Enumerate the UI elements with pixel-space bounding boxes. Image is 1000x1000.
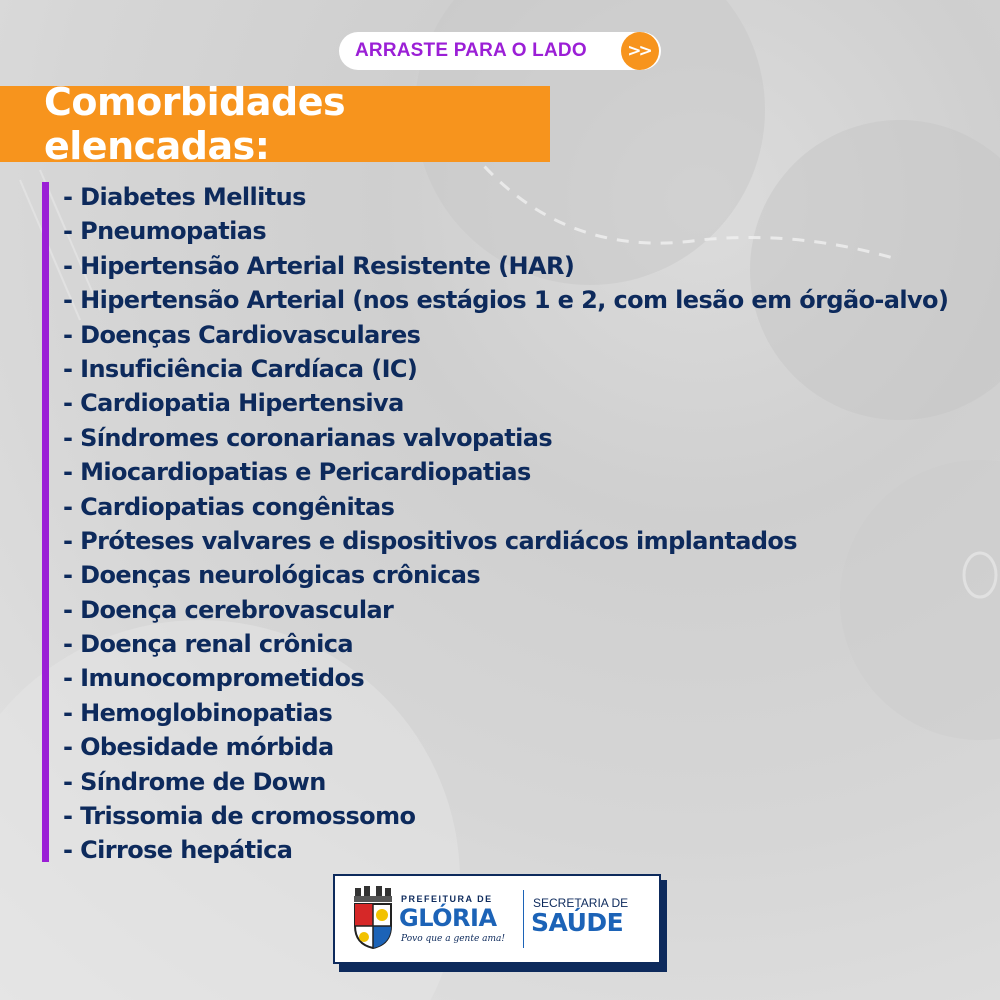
list-item: - Doença cerebrovascular [63,595,394,624]
list-item: - Hipertensão Arterial (nos estágios 1 e 2, com lesão em órgão-alvo) [63,286,949,315]
list-item: - Hemoglobinopatias [63,698,333,727]
list-item: - Insuficiência Cardíaca (IC) [63,354,418,383]
list-item: - Cirrose hepática [63,836,293,865]
list-item: - Cardiopatia Hipertensiva [63,389,404,418]
list-item: - Doenças neurológicas crônicas [63,561,481,590]
swipe-hint-label: ARRASTE PARA O LADO [355,40,587,61]
list-item: - Diabetes Mellitus [63,183,306,211]
city-crest-icon [351,886,395,950]
logo-divider [523,890,524,948]
list-item: - Doenças Cardiovasculares [63,320,421,349]
list-item: - Obesidade mórbida [63,733,334,762]
secretaria-name: SAÚDE [531,908,624,937]
secretaria-label: SECRETARIA DE [533,896,629,910]
list-item: - Miocardiopatias e Pericardiopatias [63,458,531,487]
list-item: - Doença renal crônica [63,630,353,659]
list-item: - Hipertensão Arterial Resistente (HAR) [63,251,575,280]
footer-logo [333,874,661,964]
swipe-hint-pill [339,32,661,70]
list-item: - Próteses valvares e dispositivos cardiácos implantados [63,526,797,555]
list-accent-bar [42,182,49,862]
double-chevron-right-icon: >> [621,32,659,70]
list-item: - Imunocomprometidos [63,664,365,693]
city-name: GLÓRIA [399,904,497,932]
city-slogan: Povo que a gente ama! [401,934,506,944]
list-item: - Pneumopatias [63,217,267,246]
list-item: - Síndrome de Down [63,767,326,796]
list-item: - Síndromes coronarianas valvopatias [63,423,552,452]
title-banner [0,80,550,168]
prefeitura-label: PREFEITURA DE [401,894,493,904]
list-item: - Trissomia de cromossomo [63,802,416,831]
comorbidities-list [63,180,993,868]
page-title: Comorbidades elencadas: [44,80,346,168]
list-item: - Cardiopatias congênitas [63,492,395,521]
